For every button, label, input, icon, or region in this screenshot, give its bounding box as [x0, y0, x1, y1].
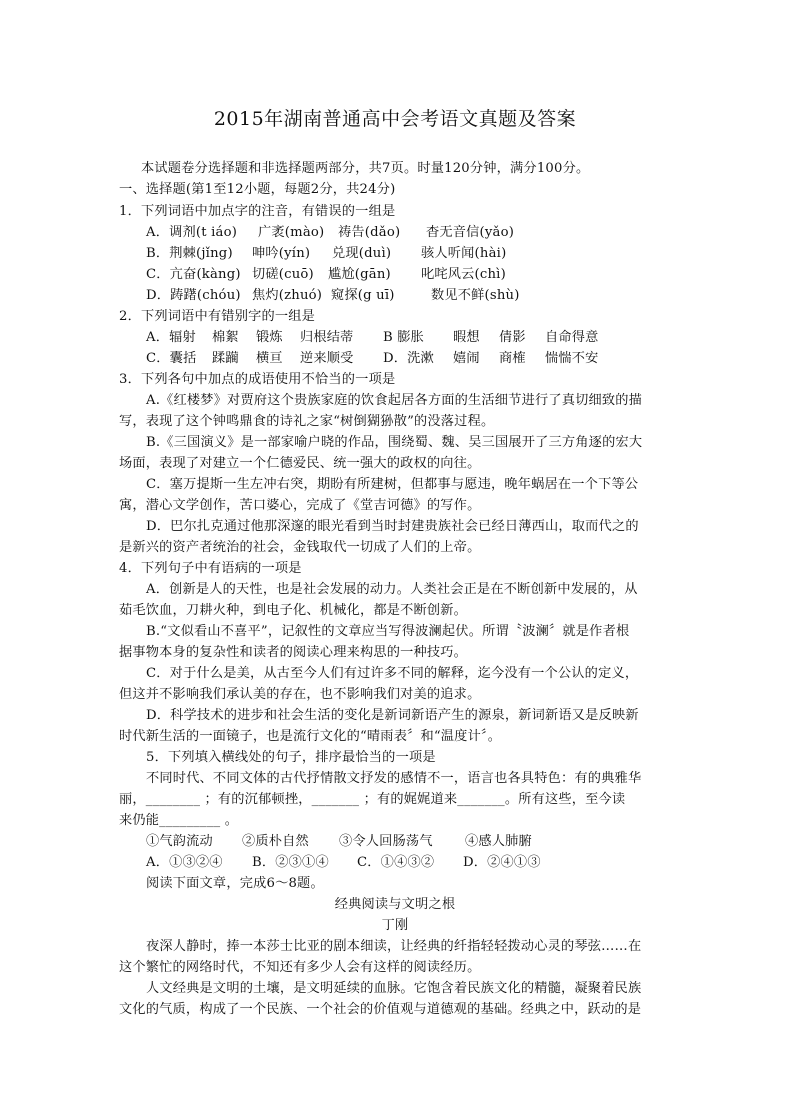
- reading-author: 丁刚: [381, 918, 409, 933]
- option-word: A．辐射: [146, 330, 196, 345]
- option-word: 蹂躏: [212, 351, 239, 366]
- question-4-line: D．科学技术的进步和社会生活的变化是新词新语产生的源泉，新词新语又是反映新: [146, 708, 639, 723]
- question-1-option-d: [146, 287, 520, 305]
- reading-title: 经典阅读与文明之根: [334, 897, 456, 912]
- option-word: A．调剂(t iáo): [146, 225, 238, 240]
- option-word: 惴惴不安: [545, 351, 599, 366]
- question-4-line: 但这并不影响我们承认美的存在，也不影响我们对美的追求。: [119, 687, 481, 702]
- option-word: B 膨胀: [383, 330, 425, 345]
- option-choice: D．②④①③: [463, 855, 541, 870]
- question-1-option-a: [146, 224, 514, 242]
- question-4-line: A．创新是人的天性，也是社会发展的动力。人类社会正是在不断创新中发展的，从: [146, 582, 638, 597]
- question-3-stem: 3．下列各句中加点的成语使用不恰当的一项是: [119, 372, 396, 387]
- option-choice: A．①③②④: [146, 855, 223, 870]
- question-4-line: B.“文似看山不喜平”，记叙性的文章应当写得波澜起伏。所谓〝波澜〞就是作者根: [146, 624, 630, 639]
- option-word: 叱咤风云(chì): [421, 267, 506, 282]
- question-3-line: 场面，表现了对建立一个仁德爱民、统一强大的政权的向往。: [119, 456, 481, 471]
- option-word: 窥探(g uī): [331, 288, 395, 303]
- option-word: 杳无音信(yǎo): [426, 225, 515, 240]
- question-3-line: A.《红楼梦》对贾府这个贵族家庭的饮食起居各方面的生活细节进行了真切细致的描: [146, 393, 643, 408]
- option-word: 祷告(dǎo): [338, 225, 401, 240]
- option-word: 嬉闹: [453, 351, 480, 366]
- option-item: ③令人回肠荡气: [339, 834, 433, 849]
- option-word: 兑现(duì): [332, 246, 392, 261]
- option-word: 倩影: [499, 330, 526, 345]
- question-5-items: [146, 833, 532, 851]
- reading-line: 文化的气质，构成了一个民族、一个社会的价值观与道德观的基础。经典之中，跃动的是: [119, 1002, 642, 1017]
- reading-line: 人文经典是文明的土壤，是文明延续的血脉。它饱含着民族文化的精髓，凝聚着民族: [146, 981, 642, 996]
- option-word: 横亘: [256, 351, 283, 366]
- question-2-options-cd: [146, 350, 599, 368]
- question-4-line: C．对于什么是美，从古至今人们有过许多不同的解释，迄今没有一个公认的定义，: [146, 666, 639, 681]
- option-word: 数见不鲜(shù): [431, 288, 520, 303]
- reading-instruction: 阅读下面文章，完成6～8题。: [146, 876, 324, 891]
- option-word: 焦灼(zhuó): [252, 288, 323, 303]
- question-1-option-c: [146, 266, 506, 284]
- question-4-line: 据事物本身的复杂性和读者的阅读心理来构思的一种技巧。: [119, 645, 468, 660]
- option-choice: B．②③①④: [252, 855, 329, 870]
- option-word: D．洗漱: [383, 351, 434, 366]
- option-item: ①气韵流动: [146, 834, 213, 849]
- option-choice: C．①④③②: [357, 855, 435, 870]
- option-word: 呻吟(yín): [252, 246, 311, 261]
- question-3-line: C．塞万提斯一生左冲右突，期盼有所建树，但都事与愿违，晚年蜗居在一个下等公: [146, 477, 639, 492]
- reading-line: 夜深人静时，捧一本莎士比亚的剧本细读，让经典的纤指轻轻拨动心灵的琴弦……在: [146, 939, 642, 954]
- option-word: 切磋(cuō): [252, 267, 314, 282]
- option-word: B．荆棘(jǐng): [146, 246, 233, 261]
- section-heading: 一、选择题(第1至12小题，每题2分，共24分): [119, 182, 396, 197]
- option-word: D．踌躇(chóu): [146, 288, 241, 303]
- option-word: 商榷: [499, 351, 526, 366]
- option-word: 暇想: [453, 330, 480, 345]
- question-5-line: 来仍能_________ 。: [119, 813, 239, 828]
- question-5-line: 不同时代、不同文体的古代抒情散文抒发的感情不一，语言也各具特色：有的典雅华: [146, 771, 642, 786]
- option-word: 锻炼: [256, 330, 283, 345]
- question-2-stem: 2．下列词语中有错别字的一组是: [119, 309, 316, 324]
- question-4-stem: 4．下列句子中有语病的一项是: [119, 561, 302, 576]
- option-word: 棉絮: [212, 330, 239, 345]
- question-5-line: 丽，________ ；有的沉郁顿挫，_______ ；有的娓娓道来_______。所有这些，至今读: [119, 792, 626, 807]
- option-word: C．亢奋(kàng): [146, 267, 241, 282]
- option-word: 逆来顺受: [300, 351, 354, 366]
- question-3-line: 是新兴的资产者统治的社会，金钱取代一切成了人们的上帝。: [119, 540, 481, 555]
- question-3-line: 写，表现了这个钟鸣鼎食的诗礼之家“树倒猢狲散”的没落过程。: [119, 414, 495, 429]
- question-3-line: D．巴尔扎克通过他那深邃的眼光看到当时封建贵族社会已经日薄西山，取而代之的: [146, 519, 639, 534]
- option-word: 广袤(mào): [258, 225, 325, 240]
- question-1-stem: 1．下列词语中加点字的注音，有错误的一组是: [119, 204, 396, 219]
- option-item: ②质朴自然: [242, 834, 309, 849]
- question-3-line: 寓，潜心文学创作，苦口婆心，完成了《堂吉诃德》的写作。: [119, 498, 481, 513]
- page-title: 2015年湖南普通高中会考语文真题及答案: [213, 108, 577, 130]
- option-word: 尴尬(gān): [328, 267, 391, 282]
- option-word: 骇人听闻(hài): [421, 246, 507, 261]
- question-4-line: 茹毛饮血，刀耕火种，到电子化、机械化，都是不断创新。: [119, 603, 468, 618]
- question-3-line: B.《三国演义》是一部家喻户晓的作品，围绕蜀、魏、吴三国展开了三方角逐的宏大: [146, 435, 643, 450]
- question-2-options-ab: [146, 329, 599, 347]
- reading-line: 这个繁忙的网络时代，不知还有多少人会有这样的阅读经历。: [119, 960, 481, 975]
- option-word: C．囊括: [146, 351, 197, 366]
- question-5-choices: [146, 854, 541, 872]
- question-1-option-b: [146, 245, 506, 263]
- option-word: 自命得意: [545, 330, 599, 345]
- option-item: ④感人肺腑: [465, 834, 532, 849]
- option-word: 归根结蒂: [300, 330, 354, 345]
- intro-text: 本试题卷分选择题和非选择题两部分，共7页。时量120分钟，满分100分。: [141, 161, 590, 176]
- question-5-stem: 5．下列填入横线处的句子，排序最恰当的一项是: [146, 750, 436, 765]
- question-4-line: 时代新生活的一面镜子，也是流行文化的“晴雨表〞和“温度计〞。: [119, 729, 502, 744]
